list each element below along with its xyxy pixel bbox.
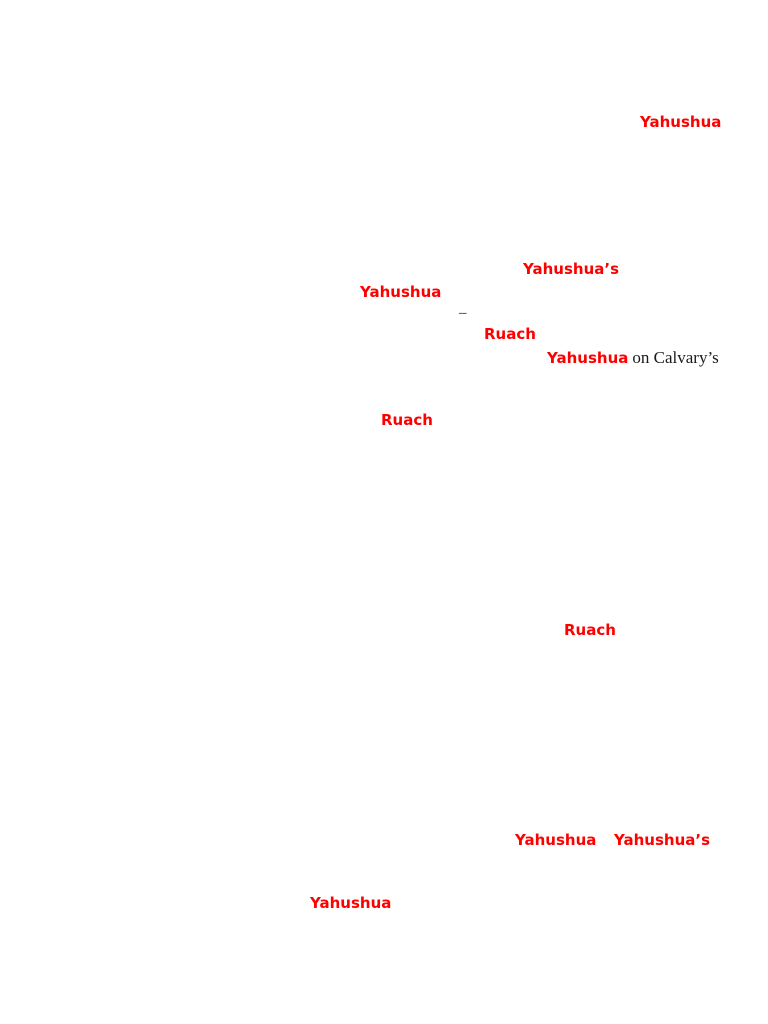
highlighted-word-yahushuas-1: Yahushua’s xyxy=(523,260,619,278)
body-text-on-calvarys: on Calvary’s xyxy=(632,348,719,367)
highlighted-word-yahushua-3: Yahushua xyxy=(547,349,629,367)
dash-mark: – xyxy=(459,305,467,321)
highlighted-word-ruach-3: Ruach xyxy=(564,621,616,639)
highlighted-word-yahushua-2: Yahushua xyxy=(360,283,442,301)
text-line-calvary xyxy=(547,349,719,367)
highlighted-word-yahushuas-2: Yahushua’s xyxy=(614,831,710,849)
highlighted-word-yahushua-1: Yahushua xyxy=(640,113,722,131)
highlighted-word-yahushua-4: Yahushua xyxy=(515,831,597,849)
highlighted-word-ruach-1: Ruach xyxy=(484,325,536,343)
highlighted-word-yahushua-5: Yahushua xyxy=(310,894,392,912)
highlighted-word-ruach-2: Ruach xyxy=(381,411,433,429)
